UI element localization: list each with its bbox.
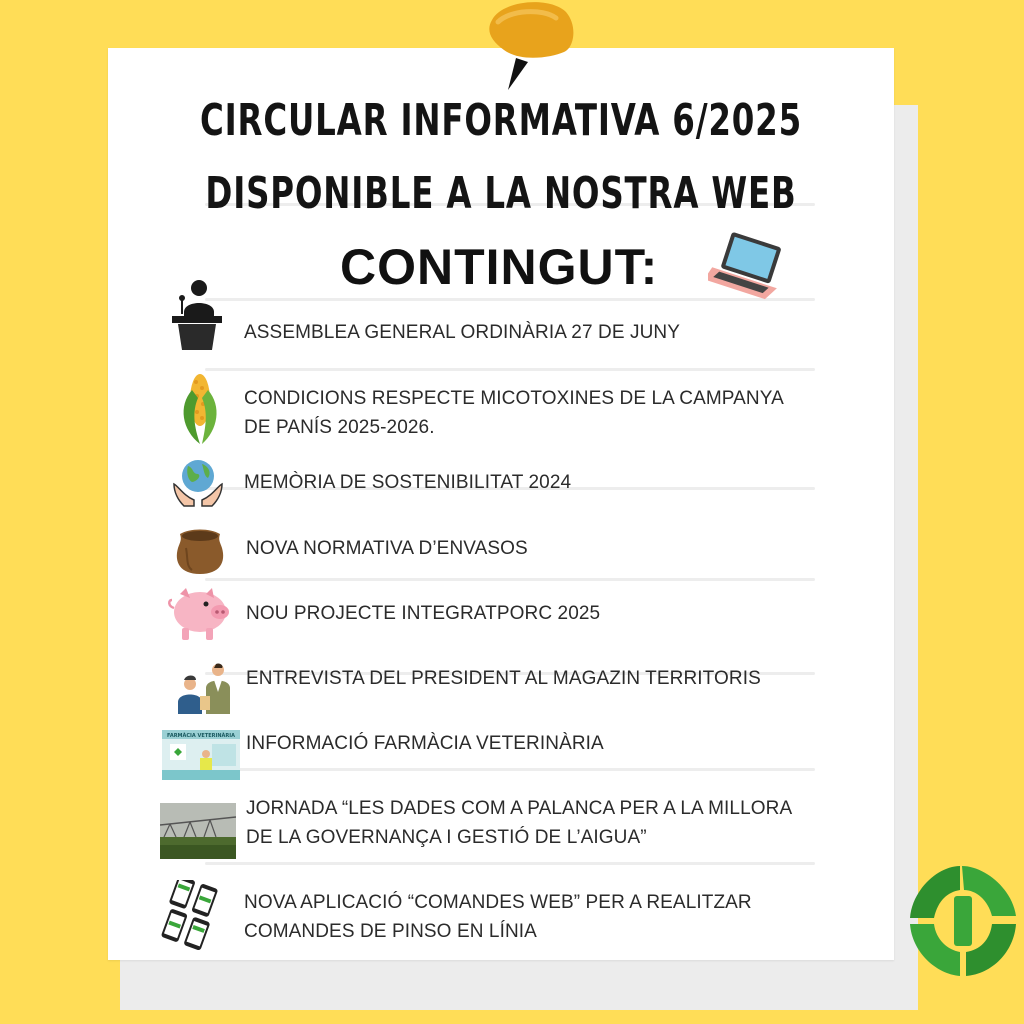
sack-icon bbox=[174, 528, 226, 576]
ruled-line bbox=[205, 862, 815, 865]
pharmacy-photo-icon bbox=[162, 730, 240, 780]
list-item: ASSEMBLEA GENERAL ORDINÀRIA 27 DE JUNY bbox=[244, 322, 681, 343]
list-item: NOU PROJECTE INTEGRATPORC 2025 bbox=[246, 603, 601, 624]
circular-title: CIRCULAR INFORMATIVA 6/2025 bbox=[199, 95, 803, 146]
irrigation-photo-icon bbox=[160, 803, 236, 859]
list-item: JORNADA “LES DADES COM A PALANCA PER A LA MILLORA DE LA GOVERNANÇA I GESTIÓ DE L’AIGUA” bbox=[246, 798, 792, 848]
laptop-icon bbox=[708, 232, 786, 302]
list-item: INFORMACIÓ FARMÀCIA VETERINÀRIA bbox=[246, 733, 604, 754]
contents-heading: CONTINGUT: bbox=[340, 239, 659, 295]
list-item: NOVA NORMATIVA D’ENVASOS bbox=[246, 538, 528, 559]
podium-speaker-icon bbox=[168, 278, 226, 352]
circular-subtitle: DISPONIBLE A LA NOSTRA WEB bbox=[205, 168, 797, 219]
push-pin-icon bbox=[480, 0, 590, 95]
list-item: ENTREVISTA DEL PRESIDENT AL MAGAZIN TERRITORIS bbox=[246, 668, 761, 689]
list-item: MEMÒRIA DE SOSTENIBILITAT 2024 bbox=[244, 472, 572, 493]
phones-app-icon bbox=[160, 880, 236, 952]
ruled-line bbox=[205, 368, 815, 371]
pharmacy-sign: FARMÀCIA VETERINÀRIA bbox=[166, 733, 236, 739]
cooperative-logo-icon bbox=[904, 860, 1022, 980]
ruled-line bbox=[205, 578, 815, 581]
interview-icon bbox=[174, 662, 234, 716]
pig-icon bbox=[166, 586, 234, 642]
list-item: CONDICIONS RESPECTE MICOTOXINES DE LA CAMPANYA DE PANÍS 2025-2026. bbox=[244, 388, 783, 438]
ruled-line bbox=[205, 768, 815, 771]
corn-icon bbox=[172, 370, 228, 446]
globe-hands-icon bbox=[172, 456, 224, 508]
list-item: NOVA APLICACIÓ “COMANDES WEB” PER A REALITZAR COMANDES DE PINSO EN LÍNIA bbox=[244, 892, 752, 942]
